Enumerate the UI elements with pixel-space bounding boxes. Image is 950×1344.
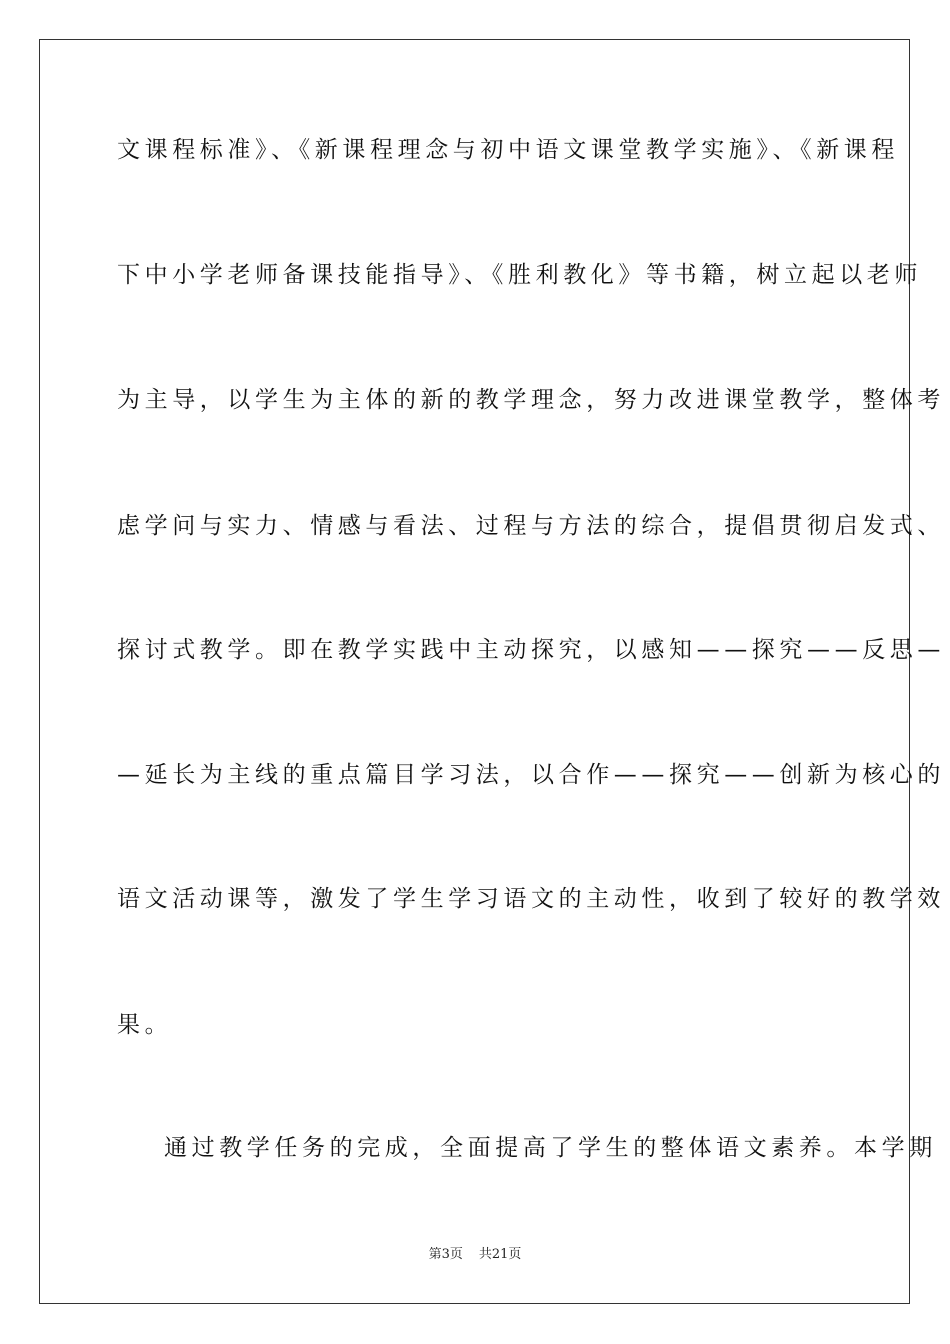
body-line-6: —延长为主线的重点篇目学习法，以合作——探究——创新为核心的 <box>117 762 945 788</box>
body-line-2: 下中小学老师备课技能指导》、《胜利教化》等书籍，树立起以老师 <box>117 262 922 288</box>
page-total: 共21页 <box>478 1247 522 1262</box>
page-footer <box>0 1246 950 1264</box>
body-line-5: 探讨式教学。即在教学实践中主动探究，以感知——探究——反思— <box>117 637 945 663</box>
body-line-8: 果。 <box>117 1012 173 1038</box>
page-border <box>39 39 910 1304</box>
body-line-1: 文课程标准》、《新课程理念与初中语文课堂教学实施》、《新课程 <box>117 137 899 163</box>
paragraph-2-line-1: 通过教学任务的完成，全面提高了学生的整体语文素养。本学期 <box>164 1135 937 1161</box>
page-number: 第3页 <box>428 1247 463 1262</box>
body-line-4: 虑学问与实力、情感与看法、过程与方法的综合，提倡贯彻启发式、 <box>117 513 945 539</box>
body-line-3: 为主导，以学生为主体的新的教学理念，努力改进课堂教学，整体考 <box>117 387 945 413</box>
body-line-7: 语文活动课等，激发了学生学习语文的主动性，收到了较好的教学效 <box>117 886 945 912</box>
